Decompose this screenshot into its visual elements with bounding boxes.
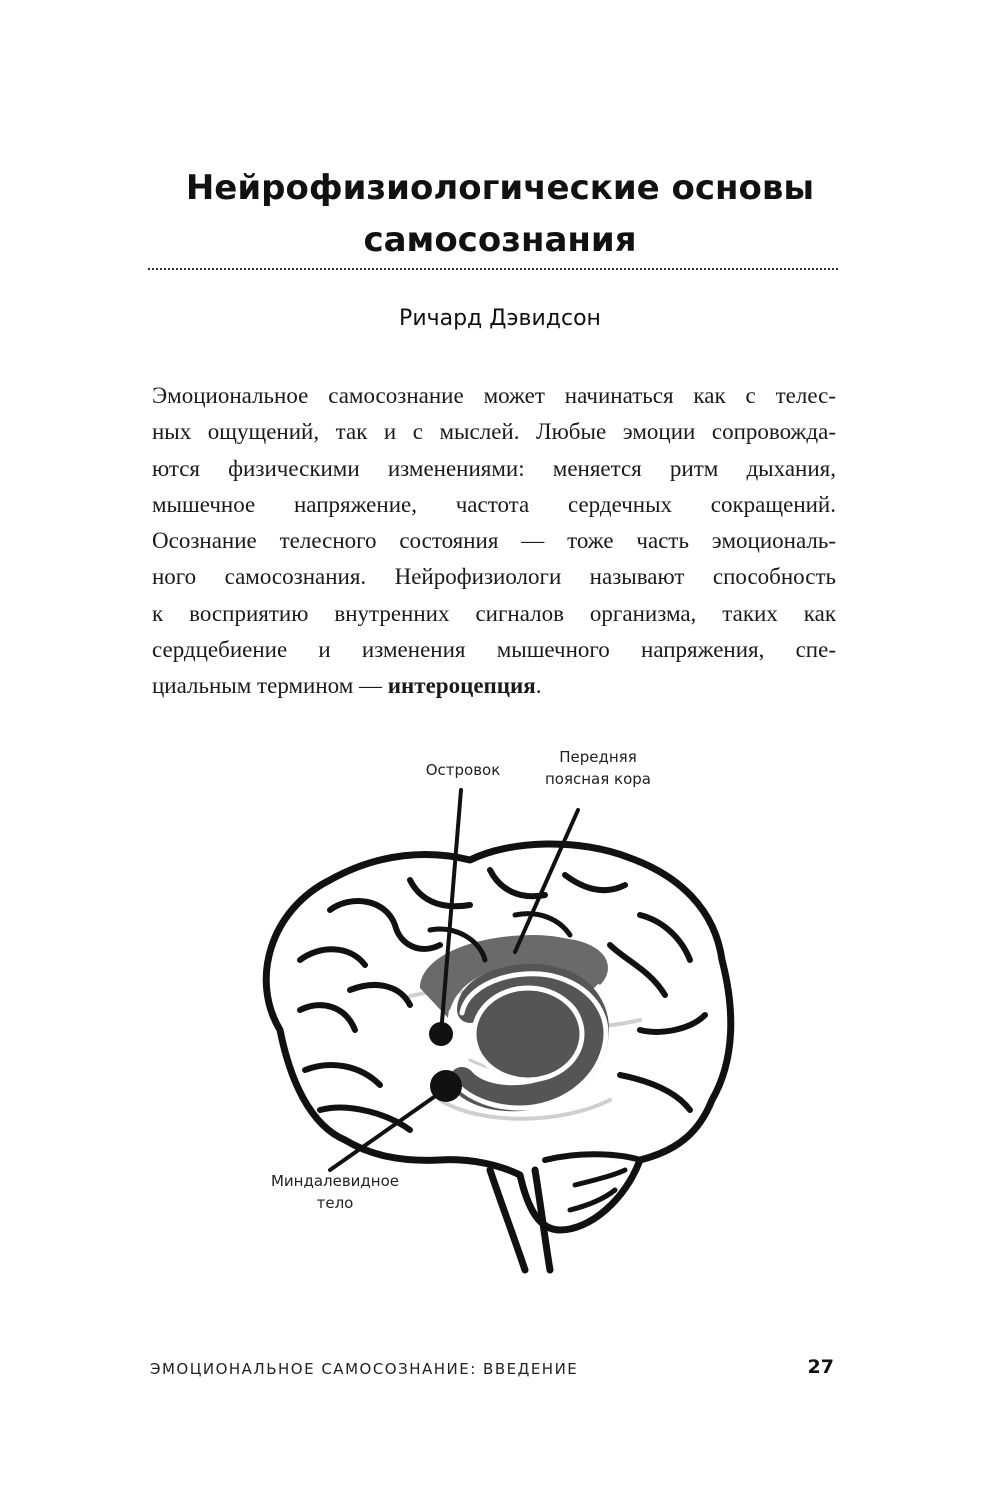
paragraph-line: Эмоциональное самосознание может начинаться как с телес- <box>152 383 836 408</box>
gyrus-fold <box>640 1015 705 1032</box>
last-line-text: циальным термином — <box>152 673 388 699</box>
amygdala-dot <box>430 1070 462 1102</box>
page-number: 27 <box>807 1356 834 1378</box>
label-amygdala <box>255 1170 415 1214</box>
paragraph-line: Осознание телесного состояния — тоже часть эмоциональ- <box>152 528 836 554</box>
gyrus-fold <box>410 880 470 906</box>
running-footer: ЭМОЦИОНАЛЬНОЕ САМОСОЗНАНИЕ: ВВЕДЕНИЕ <box>150 1360 579 1378</box>
paragraph-line: ного самосознания. Нейрофизиологи называют способность <box>152 564 836 590</box>
chapter-title-line-1: Нейрофизиологические основы <box>185 168 815 208</box>
brain-illustration <box>0 730 1000 1290</box>
gyrus-fold <box>320 1108 410 1130</box>
label-acc-line-2: поясная кора <box>545 770 651 788</box>
cerebellum <box>545 1154 640 1160</box>
dotted-divider <box>148 268 838 270</box>
label-insula <box>408 759 518 781</box>
label-insula-text: Островок <box>425 761 501 779</box>
label-anterior-cingulate <box>528 746 668 790</box>
gyrus-fold <box>620 1075 690 1110</box>
gyrus-fold <box>300 949 365 965</box>
brain-diagram <box>0 730 1000 1290</box>
label-amygdala-line-2: тело <box>316 1194 354 1212</box>
gyrus-fold <box>350 985 410 1005</box>
paragraph-line: к восприятию внутренних сигналов организма, таких как <box>152 600 836 626</box>
paragraph-line: сердцебиение и изменения мышечного напряжения, спе- <box>152 637 836 663</box>
paragraph-line: мышечное напряжение, частота сердечных сокращений. <box>152 491 836 517</box>
chapter-title <box>0 162 1000 266</box>
gyrus-fold <box>300 1005 355 1030</box>
label-amygdala-line-1: Миндалевидное <box>270 1172 400 1190</box>
author-name: Ричард Дэвидсон <box>399 306 601 331</box>
label-acc-line-1: Передняя <box>559 748 637 766</box>
gyrus-fold <box>490 870 545 896</box>
insula-dot <box>429 1022 453 1046</box>
last-line-period: . <box>535 673 542 699</box>
gyrus-fold <box>610 945 665 995</box>
paragraph-last-line <box>152 668 836 704</box>
cerebellum-fold <box>575 1170 625 1185</box>
gyrus-fold <box>640 915 690 960</box>
gyrus-fold <box>330 901 440 949</box>
gyrus-fold <box>305 1065 380 1085</box>
central-oval <box>474 988 582 1080</box>
chapter-title-line-2: самосознания <box>363 220 637 260</box>
interoception-term: интероцепция <box>387 673 536 699</box>
paragraph-line: ются физическими изменениями: меняется ритм дыхания, <box>152 455 836 481</box>
paragraph-line: ных ощущений, так и с мыслей. Любые эмоции сопровожда- <box>152 419 836 445</box>
body-paragraph <box>152 378 836 705</box>
gyrus-fold <box>565 875 625 890</box>
